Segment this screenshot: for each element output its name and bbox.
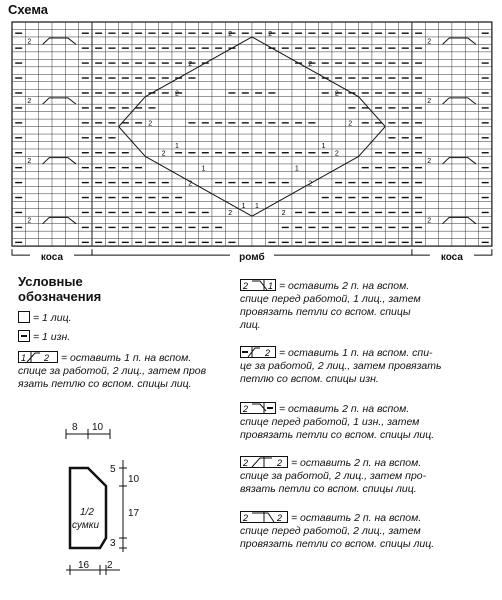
svg-text:2: 2 xyxy=(243,404,249,414)
legend-knit-text: = 1 лиц. xyxy=(33,312,72,324)
diamond-label: 2 xyxy=(281,210,286,218)
svg-text:2: 2 xyxy=(243,281,249,291)
chart-title: Схема xyxy=(8,2,49,17)
cable-label: 2 xyxy=(27,157,32,165)
diamond-label: 2 xyxy=(348,120,353,128)
pattern-caption-2: сумки xyxy=(72,520,100,531)
knitting-chart xyxy=(0,0,502,268)
diamond-label: 2 xyxy=(308,60,313,68)
svg-text:2: 2 xyxy=(243,513,249,523)
legend-cross-right-text: = оставить 1 п. на вспом. спице за работой, 2 лиц., затем пров язать петлю со вспом. спицы лиц. xyxy=(18,352,207,390)
legend-cross-2-1-purl xyxy=(240,402,495,442)
diamond-label: 1 xyxy=(254,202,259,210)
diamond-label: 2 xyxy=(268,30,273,38)
dim-bottom-left: 16 xyxy=(78,560,90,571)
legend-purl-text: = 1 изн. xyxy=(33,331,71,343)
legend-cross-1-2-purl-text: = оставить 1 п. на вспом. спи- це за работой, 2 лиц., затем провязать петлю со вспом. спицы изн. xyxy=(240,347,442,385)
dim-right-1: 5 xyxy=(110,464,116,475)
diamond-label: 2 xyxy=(334,90,339,98)
legend-knit xyxy=(18,311,72,325)
pattern-caption-1: 1/2 xyxy=(80,507,94,518)
diamond-label: 1 xyxy=(201,165,206,173)
section-label-right: коса xyxy=(440,252,463,264)
dim-top-right: 10 xyxy=(92,422,104,433)
legend-purl xyxy=(18,330,70,344)
cable-label: 2 xyxy=(27,98,32,106)
diamond-label: 1 xyxy=(321,142,326,150)
cable-2-2-back-symbol-icon xyxy=(240,456,288,468)
section-label-left: коса xyxy=(40,252,64,264)
svg-text:2: 2 xyxy=(265,348,271,358)
svg-text:2: 2 xyxy=(44,353,50,363)
cable-2-1-purl-symbol-icon xyxy=(240,402,276,414)
dim-top-left: 8 xyxy=(72,422,78,433)
diamond-label: 1 xyxy=(241,202,246,210)
dim-right-2: 10 xyxy=(128,474,140,485)
diamond-label: 2 xyxy=(174,90,179,98)
cable-1-2-symbol-icon xyxy=(18,351,58,363)
legend-cross-2-1-purl-text: = оставить 2 п. на вспом. спице перед работой, 1 изн., затем провязать петли со вспом. спицы лиц. xyxy=(240,403,435,441)
legend-heading-line1: Условные xyxy=(18,274,83,289)
diamond-label: 2 xyxy=(188,180,193,188)
bag-pattern-diagram xyxy=(40,420,150,590)
legend-cross-1-2-purl xyxy=(240,346,495,386)
cable-label: 2 xyxy=(427,157,432,165)
cable-label: 2 xyxy=(27,38,32,46)
diamond-label: 1 xyxy=(174,142,179,150)
diamond-label: 1 xyxy=(294,165,299,173)
diamond-label: 2 xyxy=(228,210,233,218)
legend-cross-right xyxy=(18,351,243,391)
svg-text:1: 1 xyxy=(21,353,27,363)
cable-label: 2 xyxy=(427,98,432,106)
diamond-label: 2 xyxy=(161,150,166,158)
legend-cross-2-2-front xyxy=(240,511,495,551)
cable-2-2-front-symbol-icon xyxy=(240,511,288,523)
cable-2-1-symbol-icon xyxy=(240,279,276,291)
section-label-middle: ромб xyxy=(239,252,265,264)
svg-text:2: 2 xyxy=(277,513,283,523)
legend-cross-2-1-text: = оставить 2 п. на вспом. спице перед работой, 1 лиц., затем провязать петли со вспом. спицы лиц. xyxy=(240,280,421,331)
dim-right-4: 3 xyxy=(110,538,116,549)
cable-label: 2 xyxy=(427,217,432,225)
diamond-label: 2 xyxy=(308,180,313,188)
legend-cross-2-2-front-text: = оставить 2 п. на вспом. спице перед работой, 2 лиц., затем провязать петли со вспом. спицы лиц. xyxy=(240,512,435,550)
svg-text:1: 1 xyxy=(268,281,274,291)
diamond-label: 2 xyxy=(188,60,193,68)
purl-symbol-icon xyxy=(18,330,30,342)
dim-bottom-right: 2 xyxy=(107,560,113,571)
diamond-label: 2 xyxy=(334,150,339,158)
legend-cross-2-2-back-text: = оставить 2 п. на вспом. спице за работой, 2 лиц., затем про- вязать петли со вспом. спицы лиц. xyxy=(240,457,427,495)
svg-text:2: 2 xyxy=(277,458,283,468)
legend-heading xyxy=(18,274,101,304)
cable-label: 2 xyxy=(27,217,32,225)
diamond-label: 2 xyxy=(148,120,153,128)
cable-label: 2 xyxy=(427,38,432,46)
diamond-label: 2 xyxy=(228,30,233,38)
legend-cross-2-1 xyxy=(240,279,495,332)
knit-symbol-icon xyxy=(18,311,30,323)
legend-cross-2-2-back xyxy=(240,456,495,496)
legend-heading-line2: обозначения xyxy=(18,289,102,304)
cable-1-2-purl-symbol-icon xyxy=(240,346,276,358)
svg-text:2: 2 xyxy=(243,458,249,468)
dim-right-3: 17 xyxy=(128,508,140,519)
